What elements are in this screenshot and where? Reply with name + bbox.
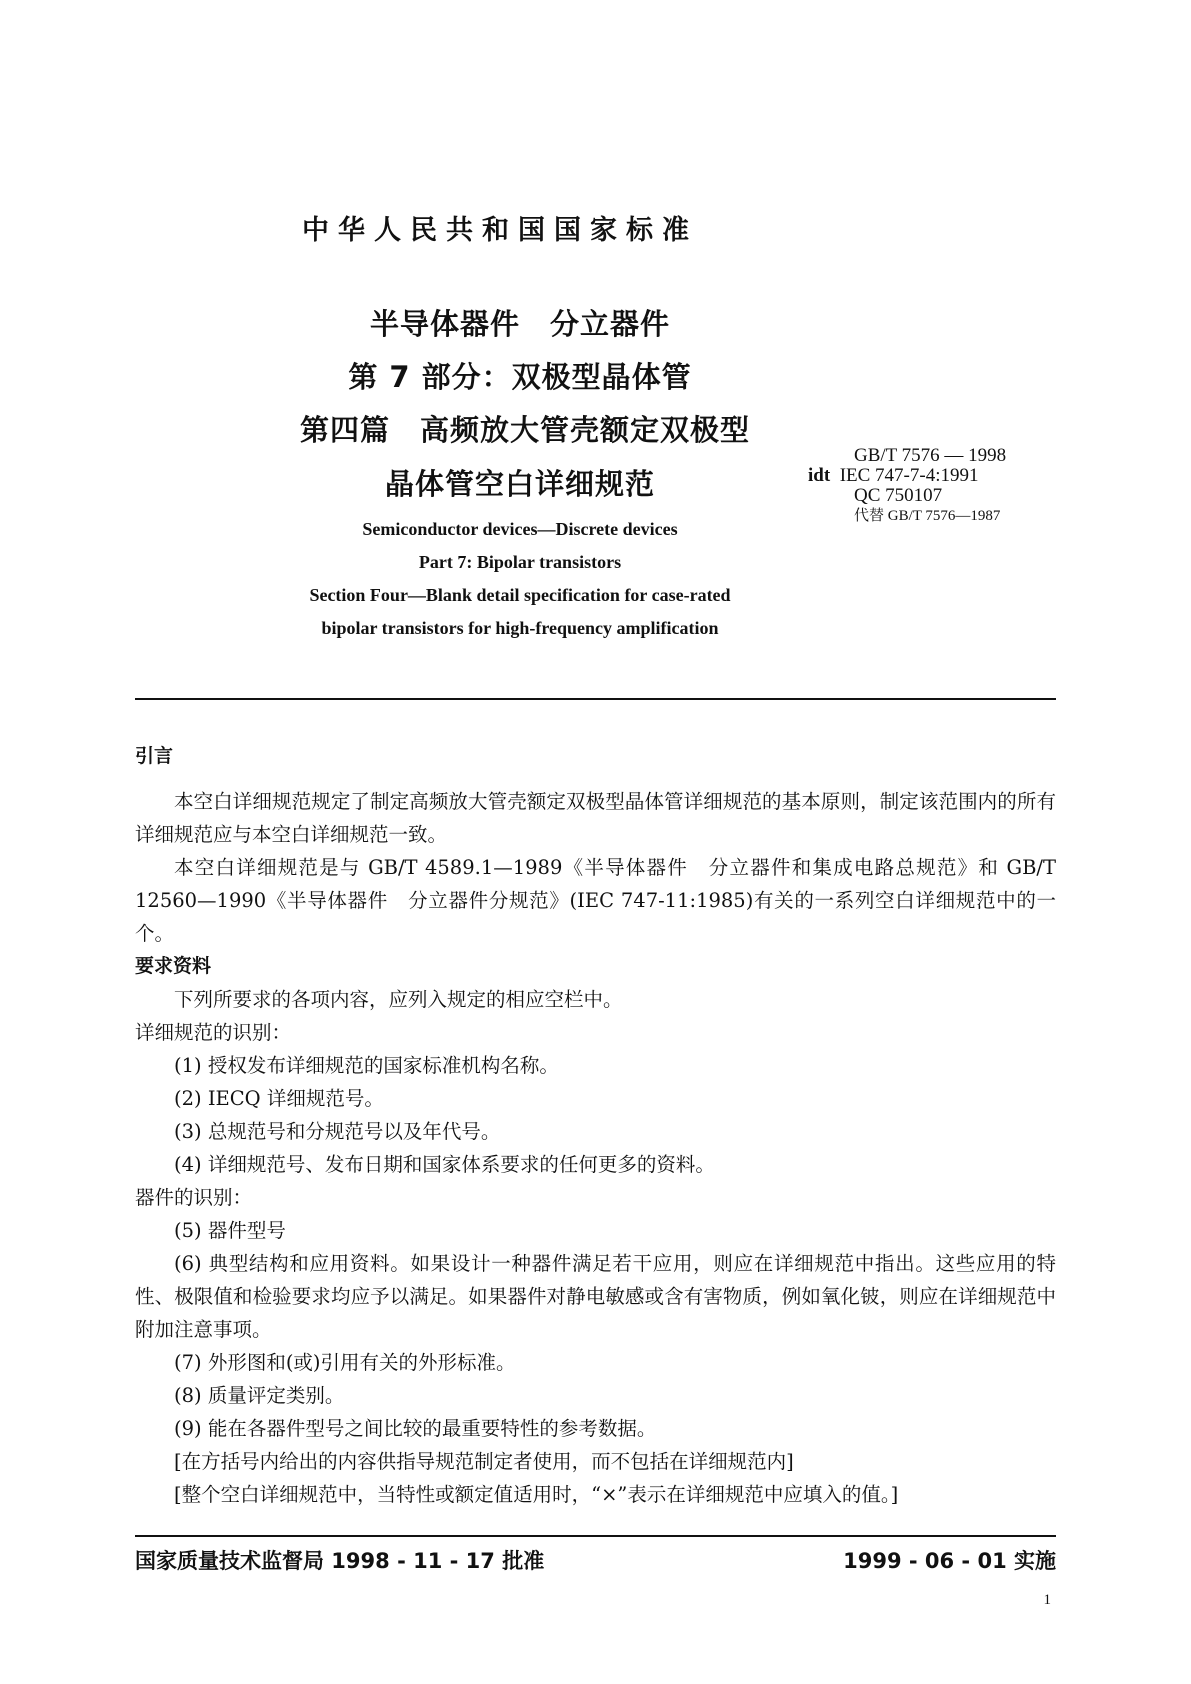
document-body	[135, 740, 1056, 1511]
page-number: 1	[1043, 1592, 1051, 1608]
device-item-6: (6) 典型结构和应用资料。如果设计一种器件满足若干应用，则应在详细规范中指出。这些应用的特性、极限值和检验要求均应予以满足。如果器件对静电敏感或含有害物质，例如氧化铍，则应在详细规范中附加注意事项。	[135, 1252, 1056, 1341]
requirements-intro: 下列所要求的各项内容，应列入规定的相应空栏中。	[174, 988, 623, 1011]
iec-code: IEC 747-7-4:1991	[839, 465, 979, 486]
device-item-8: (8) 质量评定类别。	[174, 1384, 345, 1407]
en-title-line-3: Section Four—Blank detail specification for case-rated	[309, 585, 731, 605]
cn-title-line-4: 晶体管空白详细规范	[384, 467, 655, 501]
requirements-heading: 要求资料	[135, 955, 212, 977]
intro-paragraph-1: 本空白详细规范规定了制定高频放大管壳额定双极型晶体管详细规范的基本原则，制定该范围内的所有详细规范应与本空白详细规范一致。	[135, 790, 1056, 846]
standard-code-block	[808, 446, 1006, 526]
standard-title: 中华人民共和国国家标准	[302, 215, 698, 246]
spec-item-2: (2) IECQ 详细规范号。	[174, 1087, 384, 1110]
device-id-label: 器件的识别：	[135, 1186, 253, 1209]
spec-item-4: (4) 详细规范号、发布日期和国家体系要求的任何更多的资料。	[174, 1153, 715, 1176]
device-item-5: (5) 器件型号	[174, 1219, 286, 1242]
cn-title-line-1: 半导体器件 分立器件	[369, 307, 670, 341]
en-title-line-2: Part 7: Bipolar transistors	[418, 552, 622, 572]
spec-id-label: 详细规范的识别：	[135, 1021, 292, 1044]
spec-item-3: (3) 总规范号和分规范号以及年代号。	[174, 1120, 501, 1143]
approval-date: 国家质量技术监督局 1998 - 11 - 17 批准	[135, 1549, 545, 1573]
gb-code: GB/T 7576 — 1998	[854, 445, 1007, 466]
intro-paragraph-2: 本空白详细规范是与 GB/T 4589.1—1989《半导体器件 分立器件和集成电路总规范》和 GB/T 12560—1990《半导体器件 分立器件分规范》(IEC 747-11:1985)有关的一系列空白详细规范中的一个。	[135, 856, 1056, 945]
intro-heading: 引言	[135, 745, 174, 767]
bracket-note-1: [在方括号内给出的内容供指导规范制定者使用，而不包括在详细规范内]	[174, 1450, 794, 1473]
top-divider	[135, 698, 1056, 700]
cn-title-line-2: 第 7 部分：双极型晶体管	[348, 360, 692, 394]
bracket-note-2: [整个空白详细规范中，当特性或额定值适用时，“×”表示在详细规范中应填入的值。]	[174, 1483, 899, 1506]
replaces-code: 代替 GB/T 7576—1987	[854, 508, 1001, 524]
device-item-7: (7) 外形图和(或)引用有关的外形标准。	[174, 1351, 516, 1374]
spec-item-1: (1) 授权发布详细规范的国家标准机构名称。	[174, 1054, 559, 1077]
en-title-line-1: Semiconductor devices—Discrete devices	[362, 519, 678, 539]
implementation-date: 1999 - 06 - 01 实施	[843, 1549, 1056, 1573]
device-item-9: (9) 能在各器件型号之间比较的最重要特性的参考数据。	[174, 1417, 657, 1440]
bottom-divider	[135, 1535, 1056, 1537]
cn-title-line-3: 第四篇 高频放大管壳额定双极型	[299, 413, 750, 447]
en-title-line-4: bipolar transistors for high-frequency amplification	[321, 618, 719, 638]
qc-code: QC 750107	[854, 485, 943, 506]
idt-prefix: idt	[808, 465, 831, 486]
